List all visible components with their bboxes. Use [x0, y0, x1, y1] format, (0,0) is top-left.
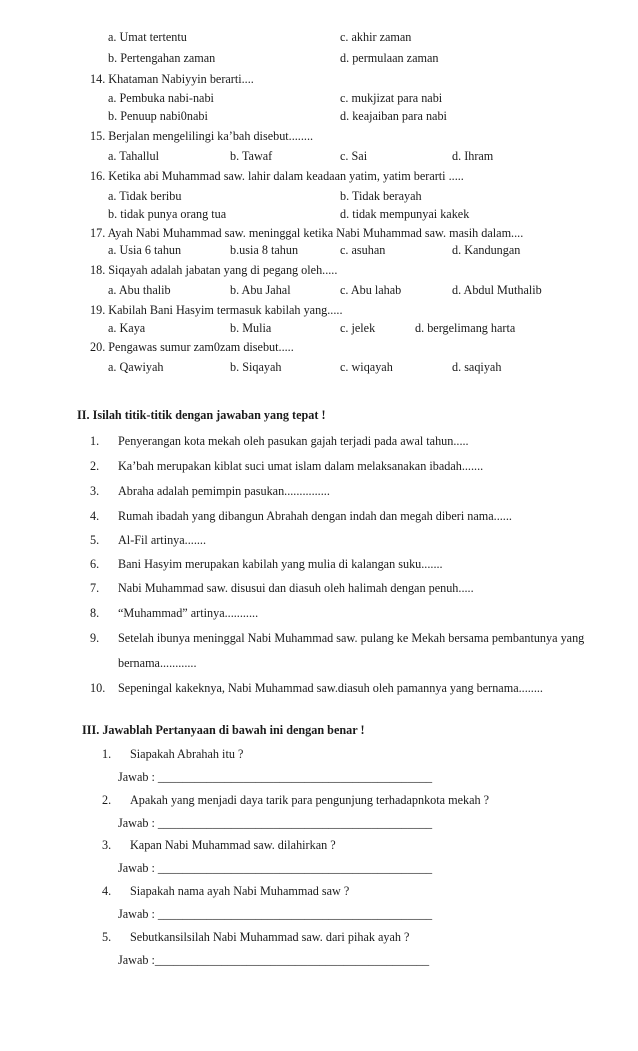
q15-option-c: c. Sai: [340, 149, 368, 163]
s2-item-text: Penyerangan kota mekah oleh pasukan gajah terjadi pada awal tahun.....: [118, 434, 469, 448]
s2-item-number: 5.: [90, 533, 100, 547]
q13-option-c: c. akhir zaman: [340, 30, 412, 44]
s2-item-text: Sepeningal kakeknya, Nabi Muhammad saw.diasuh oleh pamannya yang bernama........: [118, 681, 543, 695]
q14-text: 14. Khataman Nabiyyin berarti....: [90, 72, 254, 86]
s3-question-number: 1.: [102, 747, 112, 761]
s3-answer-line[interactable]: Jawab : _____________________________________________: [118, 770, 433, 784]
s2-item: [90, 509, 512, 524]
q18-option-a: a. Abu thalib: [108, 283, 171, 297]
s2-item-text: Rumah ibadah yang dibangun Abrahah dengan indah dan megah diberi nama......: [118, 509, 512, 523]
s3-question-number: 4.: [102, 884, 112, 898]
s2-item: [90, 459, 483, 474]
s2-item-number: 1.: [90, 434, 100, 448]
q15-option-b: b. Tawaf: [230, 149, 273, 163]
q20-option-b: b. Siqayah: [230, 360, 282, 374]
s2-item: [90, 557, 443, 572]
q13-option-b: b. Pertengahan zaman: [108, 51, 216, 65]
s3-question-text: Siapakah nama ayah Nabi Muhammad saw ?: [130, 884, 350, 898]
q17-option-d: d. Kandungan: [452, 243, 521, 257]
q13-option-d: d. permulaan zaman: [340, 51, 439, 65]
s2-item: [90, 484, 330, 499]
q14-option-c: c. mukjizat para nabi: [340, 91, 443, 105]
s2-item-text: Abraha adalah pemimpin pasukan...............: [118, 484, 330, 498]
s2-item-text: Nabi Muhammad saw. disusui dan diasuh oleh halimah dengan penuh.....: [118, 581, 474, 595]
s3-question-number: 3.: [102, 838, 112, 852]
q20-option-c: c. wiqayah: [340, 360, 393, 374]
q19-option-c: c. jelek: [340, 321, 376, 335]
q17-text: 17. Ayah Nabi Muhammad saw. meninggal ketika Nabi Muhammad saw. masih dalam....: [90, 226, 524, 240]
s3-question-text: Siapakah Abrahah itu ?: [130, 747, 244, 761]
q18-option-c: c. Abu lahab: [340, 283, 402, 297]
section-2-heading: II. Isilah titik-titik dengan jawaban yang tepat !: [77, 408, 326, 422]
q16-option-c: b. tidak punya orang tua: [108, 207, 227, 221]
s2-item-number: 4.: [90, 509, 100, 523]
q15-option-d: d. Ihram: [452, 149, 494, 163]
s2-item-number: 2.: [90, 459, 100, 473]
q13-option-a: a. Umat tertentu: [108, 30, 187, 44]
q17-option-a: a. Usia 6 tahun: [108, 243, 182, 257]
s3-question: [102, 838, 336, 853]
q18-option-b: b. Abu Jahal: [230, 283, 291, 297]
q20-option-a: a. Qawiyah: [108, 360, 164, 374]
s2-item-number: 8.: [90, 606, 100, 620]
s2-item: [90, 581, 474, 596]
s2-item: [90, 533, 206, 548]
q16-text: 16. Ketika abi Muhammad saw. lahir dalam keadaan yatim, yatim berarti .....: [90, 169, 464, 183]
s3-question-number: 5.: [102, 930, 112, 944]
q17-option-c: c. asuhan: [340, 243, 386, 257]
s3-question: [102, 884, 349, 899]
section-3-heading: III. Jawablah Pertanyaan di bawah ini dengan benar !: [82, 723, 365, 737]
s2-item: [90, 681, 543, 696]
q16-option-d: d. tidak mempunyai kakek: [340, 207, 470, 221]
q16-option-a: a. Tidak beribu: [108, 189, 182, 203]
q14-option-d: d. keajaiban para nabi: [340, 109, 447, 123]
s2-item-text: Ka’bah merupakan kiblat suci umat islam dalam melaksanakan ibadah.......: [118, 459, 484, 473]
s3-question-text: Sebutkansilsilah Nabi Muhammad saw. dari pihak ayah ?: [130, 930, 410, 944]
s2-item: [90, 434, 469, 449]
s2-item-text: Al-Fil artinya.......: [118, 533, 207, 547]
s3-answer-line[interactable]: Jawab : _____________________________________________: [118, 816, 433, 830]
s3-question: [102, 747, 243, 762]
s2-item-number: 10.: [90, 681, 106, 695]
s3-question: [102, 793, 489, 808]
q18-option-d: d. Abdul Muthalib: [452, 283, 542, 297]
q16-option-b: b. Tidak berayah: [340, 189, 422, 203]
s2-item-number: 3.: [90, 484, 100, 498]
q19-option-a: a. Kaya: [108, 321, 146, 335]
s3-question-text: Kapan Nabi Muhammad saw. dilahirkan ?: [130, 838, 336, 852]
q17-option-b: b.usia 8 tahun: [230, 243, 299, 257]
q14-option-a: a. Pembuka nabi-nabi: [108, 91, 214, 105]
q20-option-d: d. saqiyah: [452, 360, 502, 374]
q19-text: 19. Kabilah Bani Hasyim termasuk kabilah yang.....: [90, 303, 343, 317]
q14-option-b: b. Penuup nabi0nabi: [108, 109, 208, 123]
s2-item-text: “Muhammad” artinya...........: [118, 606, 259, 620]
q20-text: 20. Pengawas sumur zam0zam disebut.....: [90, 340, 294, 354]
s3-answer-line[interactable]: Jawab : _____________________________________________: [118, 907, 433, 921]
s3-answer-line[interactable]: Jawab : _____________________________________________: [118, 861, 433, 875]
s3-question-text: Apakah yang menjadi daya tarik para pengunjung terhadapnkota mekah ?: [130, 793, 490, 807]
s3-question: [102, 930, 409, 945]
s3-question-number: 2.: [102, 793, 112, 807]
q18-text: 18. Siqayah adalah jabatan yang di pegang oleh.....: [90, 263, 338, 277]
q19-option-b: b. Mulia: [230, 321, 272, 335]
q15-text: 15. Berjalan mengelilingi ka’bah disebut........: [90, 129, 314, 143]
s2-item: [90, 631, 584, 646]
s2-item-number: 6.: [90, 557, 100, 571]
q19-option-d: d. bergelimang harta: [415, 321, 516, 335]
s2-item-text: bernama............: [118, 656, 197, 670]
s2-item-text: Setelah ibunya meninggal Nabi Muhammad saw. pulang ke Mekah bersama pembantunya yang: [118, 631, 585, 645]
q15-option-a: a. Tahallul: [108, 149, 160, 163]
s2-item: [90, 656, 197, 671]
s2-item-number: 7.: [90, 581, 100, 595]
s3-answer-line[interactable]: Jawab :_____________________________________________: [118, 953, 430, 967]
s2-item-text: Bani Hasyim merupakan kabilah yang mulia di kalangan suku.......: [118, 557, 443, 571]
s2-item: [90, 606, 258, 621]
s2-item-number: 9.: [90, 631, 100, 645]
